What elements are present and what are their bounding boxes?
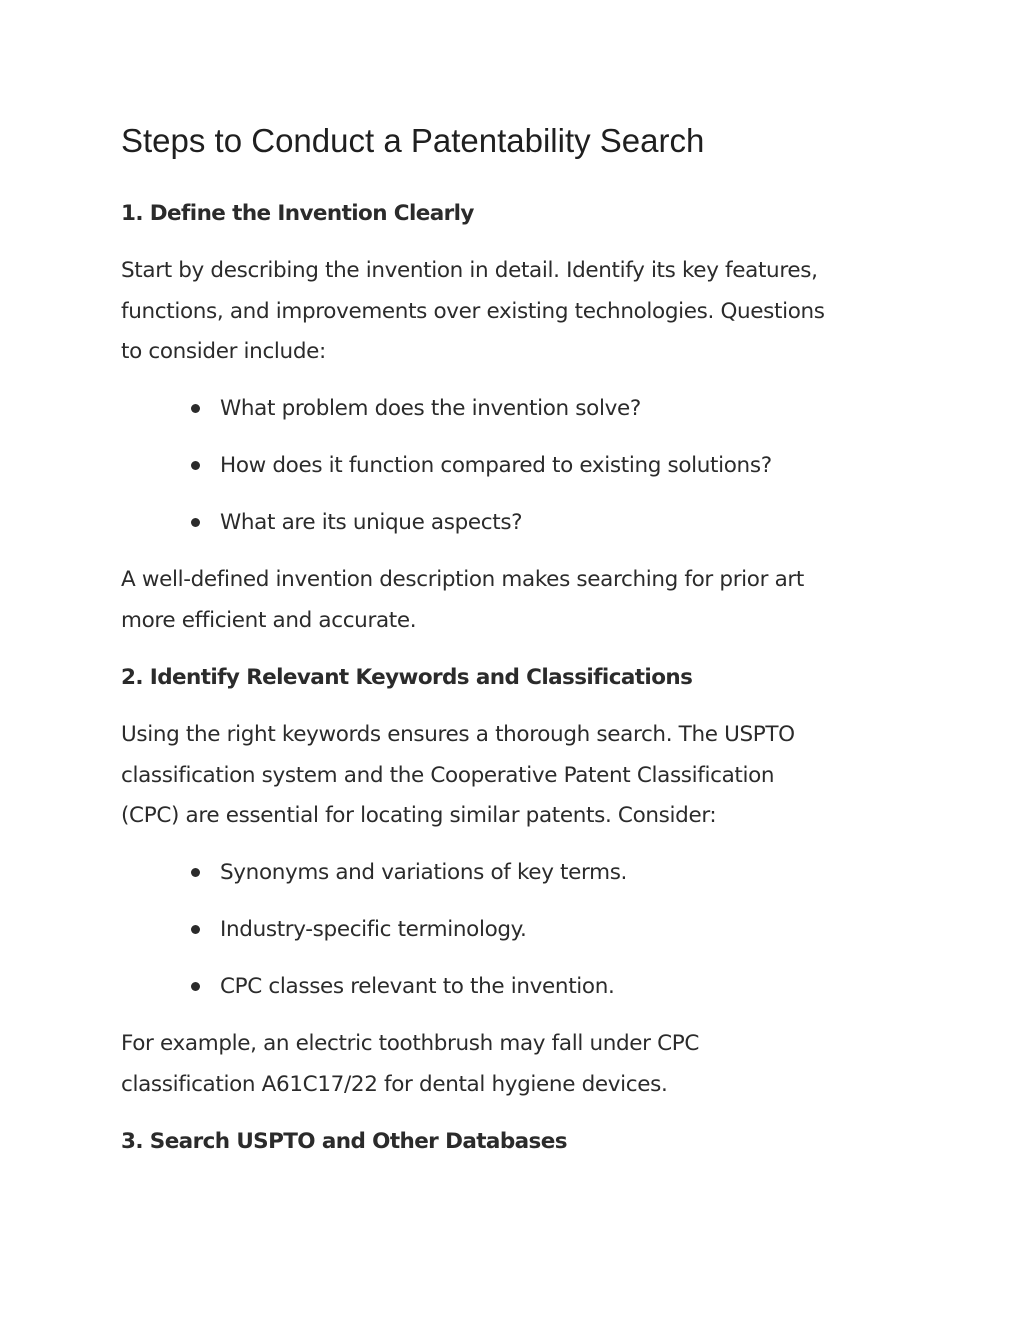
section1-outro-paragraph [121, 560, 921, 641]
paragraph-line: classification A61C17/22 for dental hygiene devices. [121, 1071, 668, 1097]
section1-intro-paragraph [121, 251, 921, 373]
bullet-icon [191, 925, 200, 934]
page-title: Steps to Conduct a Patentability Search [121, 122, 705, 159]
paragraph-line: more efficient and accurate. [121, 607, 417, 633]
section2-intro-paragraph [121, 715, 921, 837]
bullet-icon [191, 518, 200, 527]
list-item-text: How does it function compared to existing solutions? [220, 453, 772, 478]
bullet-icon [191, 404, 200, 413]
paragraph-line: classification system and the Cooperative Patent Classification [121, 762, 775, 788]
section-heading-keywords-classifications: 2. Identify Relevant Keywords and Classifications [121, 665, 693, 690]
list-item-text: Synonyms and variations of key terms. [220, 860, 628, 885]
paragraph-line: Using the right keywords ensures a thorough search. The USPTO [121, 722, 795, 747]
list-item-text: What problem does the invention solve? [220, 396, 641, 421]
list-item-text: CPC classes relevant to the invention. [220, 974, 615, 999]
section-heading-define-invention: 1. Define the Invention Clearly [121, 201, 474, 226]
paragraph-line: functions, and improvements over existing technologies. Questions [121, 298, 825, 324]
paragraph-line: Start by describing the invention in detail. Identify its key features, [121, 258, 818, 283]
paragraph-line: For example, an electric toothbrush may fall under CPC [121, 1031, 700, 1056]
bullet-icon [191, 461, 200, 470]
section-heading-search-databases: 3. Search USPTO and Other Databases [121, 1129, 567, 1154]
paragraph-line: A well-defined invention description makes searching for prior art [121, 567, 804, 592]
paragraph-line: to consider include: [121, 339, 326, 364]
list-item-text: Industry-specific terminology. [220, 917, 527, 942]
list-item-text: What are its unique aspects? [220, 510, 523, 535]
paragraph-line: (CPC) are essential for locating similar patents. Consider: [121, 803, 717, 828]
bullet-icon [191, 982, 200, 991]
bullet-icon [191, 868, 200, 877]
section2-outro-paragraph [121, 1024, 921, 1105]
